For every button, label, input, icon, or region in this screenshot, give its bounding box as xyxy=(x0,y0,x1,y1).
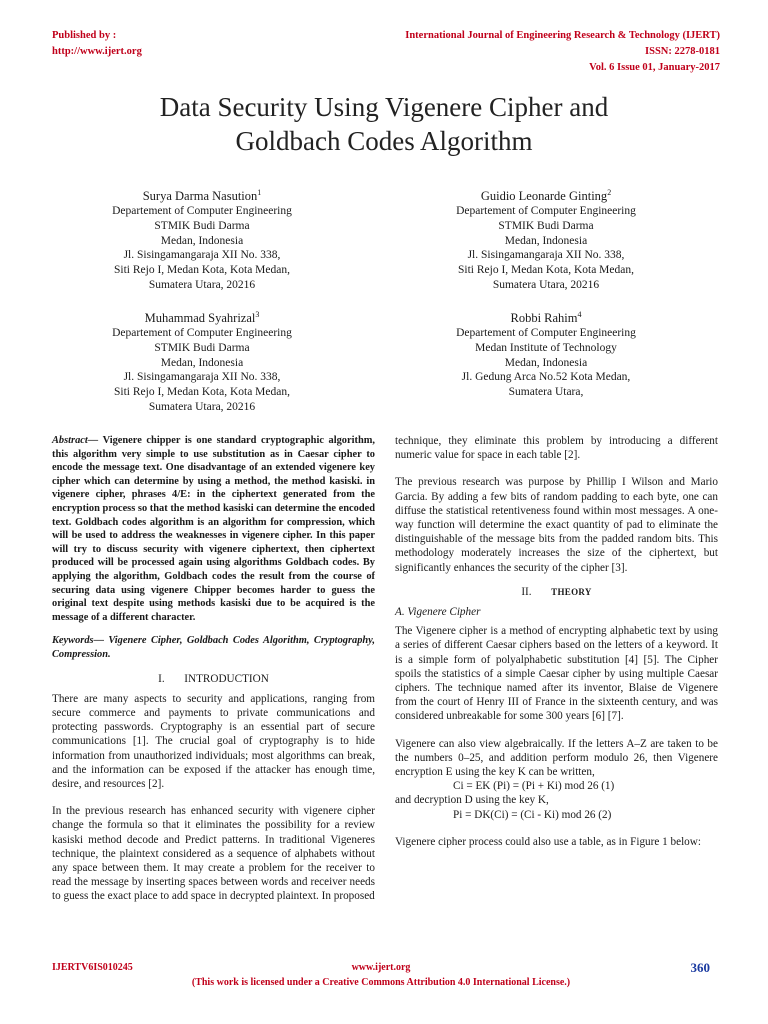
affiliation-line: Medan, Indonesia xyxy=(160,356,244,369)
paragraph: Vigenere can also view algebraically. If the letters A–Z are taken to be the numbers 0–25, and addition perform modulo 26, then Vigenere encryption E using the key K can be written, xyxy=(395,737,718,779)
author-block-4 xyxy=(396,308,696,400)
affiliation-line: Medan, Indonesia xyxy=(504,356,588,369)
journal-header xyxy=(52,28,720,76)
paper-title-line-1: Data Security Using Vigenere Cipher and xyxy=(159,92,609,122)
affiliation-line: Sumatera Utara, xyxy=(508,386,584,399)
author-block-2 xyxy=(396,186,696,293)
paper-id: IJERTV6IS010245 xyxy=(52,962,133,973)
affiliation-line: Siti Rejo I, Medan Kota, Kota Medan, xyxy=(114,386,290,399)
author-name: Muhammad Syahrizal$^3$ xyxy=(144,310,260,326)
affiliation-line: Departement of Computer Engineering xyxy=(112,204,292,217)
affiliation-line: Medan, Indonesia xyxy=(504,234,588,247)
affiliation-line: STMIK Budi Darma xyxy=(498,219,594,232)
affiliation-line: Jl. Gedung Arca No.52 Kota Medan, xyxy=(461,371,631,384)
affiliation-line: Jl. Sisingamangaraja XII No. 338, xyxy=(123,371,281,384)
journal-info-block xyxy=(405,28,720,76)
right-column xyxy=(395,434,718,849)
affiliation-line: Jl. Sisingamangaraja XII No. 338, xyxy=(123,249,281,262)
author-block-1 xyxy=(52,186,352,293)
author-block-3 xyxy=(52,308,352,415)
author-name: Surya Darma Nasution$^1$ xyxy=(142,188,262,204)
volume-label: Vol. 6 Issue 01, January-2017 xyxy=(589,62,720,73)
affiliation-line: Departement of Computer Engineering xyxy=(456,204,636,217)
abstract-text: Vigenere chipper is one standard cryptographic algorithm, this algorithm very simple to use substitution as in Caesar cipher to encode the message text. One disadvantage of an extended vigenere key cipher which can determine by using a method, the method kasiski. in vigenere cipher, phrases 4/E: in the ciphertext generated from the encryption process so that the method kasiski can determine the encoded text. Goldbach codes algorithm is an algorithm for compression, which will be used to address the weaknesses in vigenere cipher. In this paper will try to discuss security with vigenere ciphertext, then ciphertext produced will be processed again using algorithms Goldbach codes. By applying the algorithm, Goldbach codes the result from the course of securing data using vigenere Chipper becomes harder to guess the original text despite using methods kasiski due to be acquired is the message of a different character. xyxy=(52,435,375,623)
affiliation-line: Jl. Sisingamangaraja XII No. 338, xyxy=(467,249,625,262)
paper-title xyxy=(40,90,728,158)
abstract-lead: Abstract— xyxy=(52,435,99,446)
publisher-block xyxy=(52,28,142,60)
equation-1: Ci = EK (Pi) = (Pi + Ki) mod 26 (1) xyxy=(453,780,615,793)
left-column xyxy=(52,434,375,904)
issn-label: ISSN: 2278-0181 xyxy=(645,46,720,57)
keywords: Keywords— Vigenere Cipher, Goldbach Codes Algorithm, Cryptography, Compression. xyxy=(52,635,375,660)
affiliation-line: STMIK Budi Darma xyxy=(154,219,250,232)
paragraph: The Vigenere cipher is a method of encrypting alphabetic text by using a series of different Caesar ciphers based on the letters of a keyword. It is a simple form of polyalphabetic substitution [4] [5]. The Cipher spoils the statistics of a simple Caesar cipher by using multiple Caesar ciphers. The technique named after its inventor, Blaise de Vigenere from the court of Henry III of France in the sixteenth century, and was considered unbreakable for some 300 years [6] [7]. xyxy=(395,625,718,723)
section-heading-theory: II. THEORY xyxy=(521,585,592,598)
affiliation-line: Departement of Computer Engineering xyxy=(112,326,292,339)
journal-name: International Journal of Engineering Research & Technology (IJERT) xyxy=(405,30,720,41)
affiliation-line: STMIK Budi Darma xyxy=(154,341,250,354)
publisher-url-link[interactable]: http://www.ijert.org xyxy=(52,46,142,57)
affiliation-line: Departement of Computer Engineering xyxy=(456,326,636,339)
license-notice: (This work is licensed under a Creative Commons Attribution 4.0 International License.) xyxy=(191,977,571,988)
subsection-heading-vigenere: A. Vigenere Cipher xyxy=(395,606,481,619)
affiliation-line: Sumatera Utara, 20216 xyxy=(148,278,256,291)
affiliation-line: Medan, Indonesia xyxy=(160,234,244,247)
affiliation-line: Siti Rejo I, Medan Kota, Kota Medan, xyxy=(114,264,290,277)
paper-title-line-2: Goldbach Codes Algorithm xyxy=(235,126,533,156)
author-name: Guidio Leonarde Ginting$^2$ xyxy=(480,188,612,204)
affiliation-line: Sumatera Utara, 20216 xyxy=(148,400,256,413)
paragraph: There are many aspects to security and applications, ranging from secure commerce and payments to private communications and protecting passwords. Cryptography is an essential part of secure communications [1]. The crucial goal of cryptography is to hide information from unauthorized individuals; most algorithms can break, and the information can be exposed if the attacker has enough time, desire, and resources [2]. xyxy=(52,692,375,790)
footer-url-link[interactable]: www.ijert.org xyxy=(351,962,411,973)
equation-text: and decryption D using the key K, xyxy=(395,794,549,807)
author-name: Robbi Rahim$^4$ xyxy=(510,310,582,326)
equation-2: Pi = DK(Ci) = (Ci - Ki) mod 26 (2) xyxy=(453,808,612,821)
paragraph: Vigenere cipher process could also use a table, as in Figure 1 below: xyxy=(395,835,701,848)
paragraph: In the previous research has enhanced security with vigenere cipher change the formula so that it eliminates the possibility for a review kasiski method decode and Predict patterns. In traditional Vigeneres technique, the plaintext considered as a sequence of alphabets without any space between them. It may create a problem for the receiver to read the message by inserting spaces between words and receiver needs to guess the exact place to add space in decrypted plaintext. In proposed xyxy=(52,805,375,903)
published-by-label: Published by : xyxy=(52,30,117,41)
page-footer xyxy=(52,962,710,998)
paragraph: technique, they eliminate this problem by introducing a different numeric value for space in each table [2]. xyxy=(395,435,718,462)
paragraph: The previous research was purpose by Phillip I Wilson and Mario Garcia. By adding a few bits of random padding to each byte, one can diffuse the statistical retentiveness found within most messages. A one-way function will determine the exact quantity of pad to eliminate the distinguishable of the message bits from the padded random bits. This methodology moderately increases the size of the ciphertext, but significantly enhances the security of the cipher [3]. xyxy=(395,476,718,574)
affiliation-line: Medan Institute of Technology xyxy=(475,341,617,354)
affiliation-line: Siti Rejo I, Medan Kota, Kota Medan, xyxy=(458,264,634,277)
section-heading-introduction: I. INTRODUCTION xyxy=(158,672,269,685)
page-number: 360 xyxy=(690,960,710,975)
affiliation-line: Sumatera Utara, 20216 xyxy=(492,278,600,291)
abstract xyxy=(52,434,375,624)
